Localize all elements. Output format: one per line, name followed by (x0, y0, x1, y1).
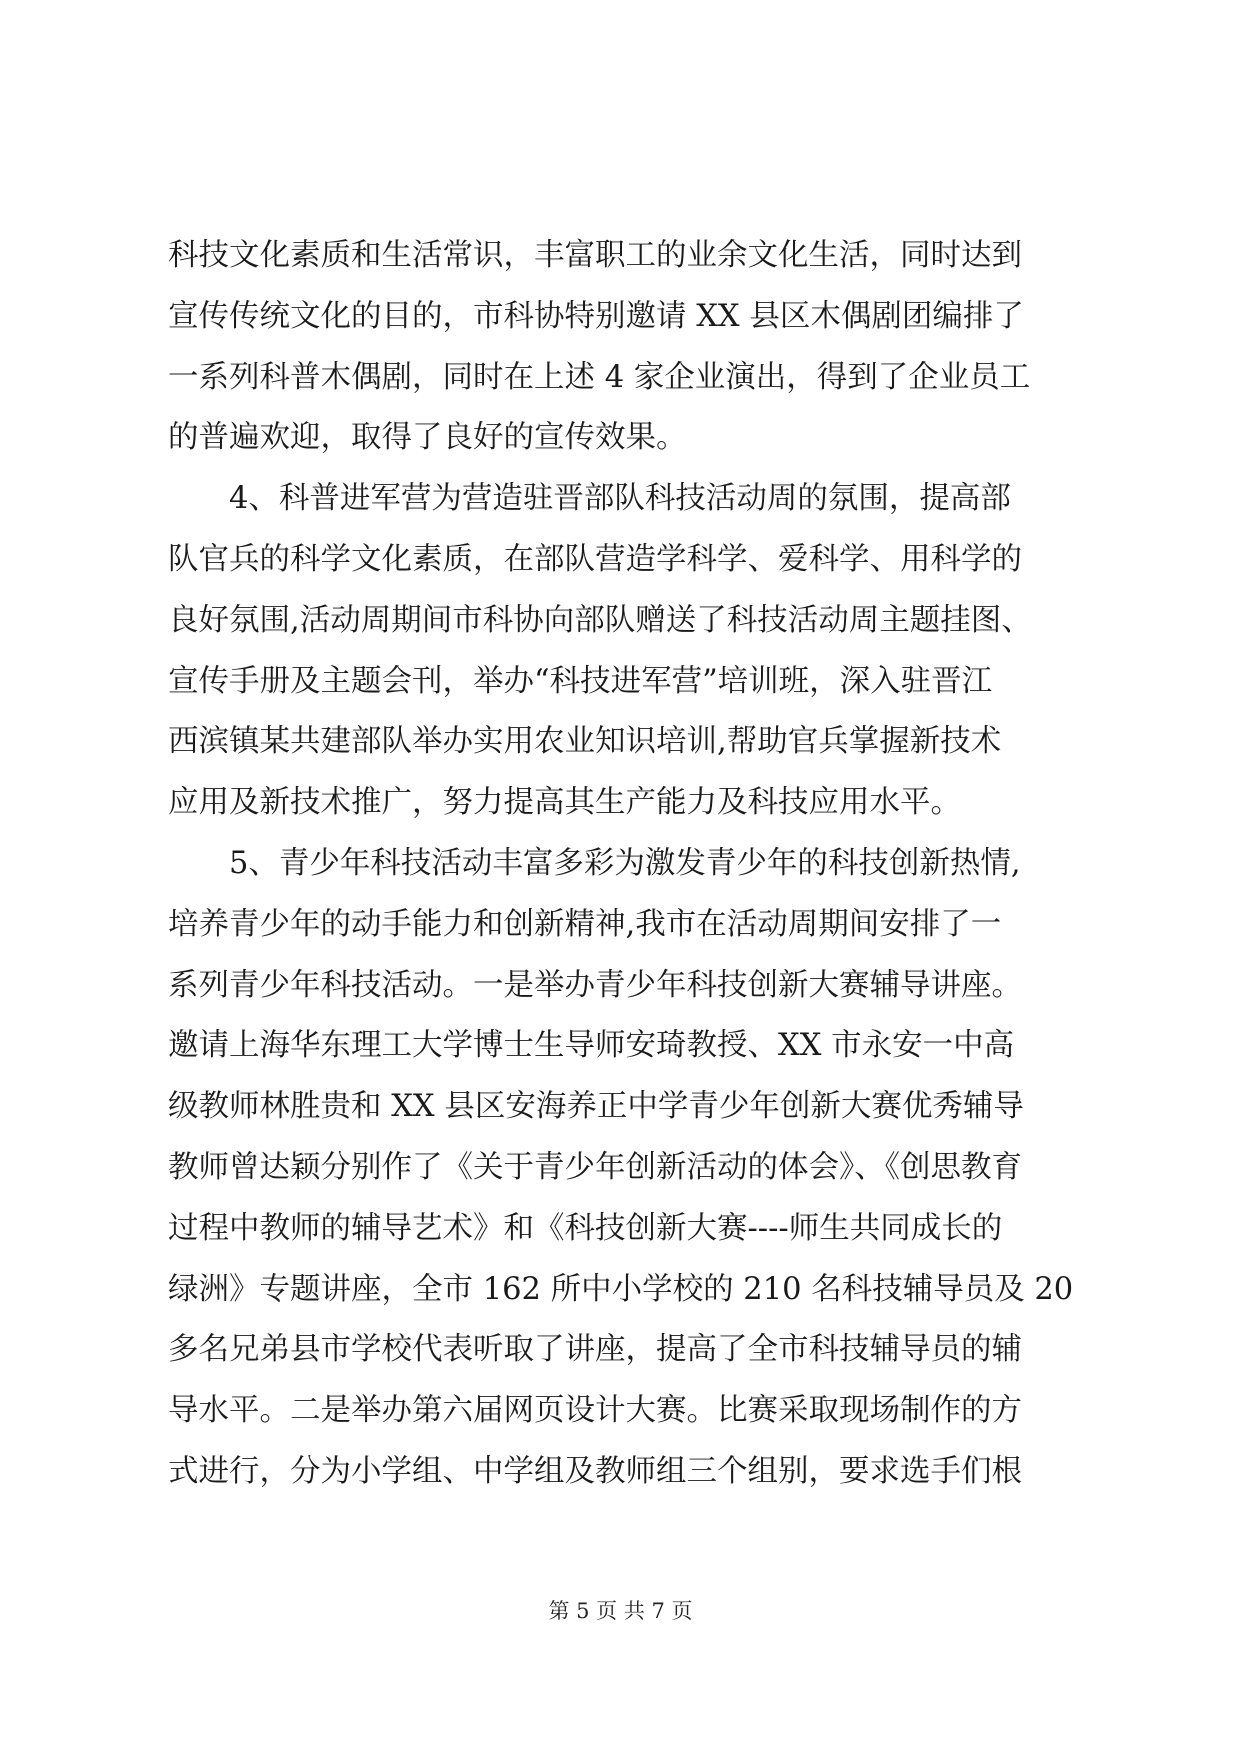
text-line: 应用及新技术推广，努力提高其生产能力及科技应用水平。 (168, 785, 961, 821)
text-line: 西滨镇某共建部队举办实用农业知识培训,帮助官兵掌握新技术 (168, 724, 1002, 760)
text-line: 式进行，分为小学组、中学组及教师组三个组别，要求选手们根 (168, 1453, 1022, 1489)
text-line: 邀请上海华东理工大学博士生导师安琦教授、XX 市永安一中高 (168, 1028, 1015, 1064)
text-line: 的普遍欢迎，取得了良好的宣传效果。 (168, 420, 687, 456)
text-line: 过程中教师的辅导艺术》和《科技创新大赛----师生共同成长的 (168, 1210, 1003, 1246)
text-line: 一系列科普木偶剧，同时在上述 4 家企业演出，得到了企业员工 (168, 359, 1031, 395)
text-line: 级教师林胜贵和 XX 县区安海养正中学青少年创新大赛优秀辅导 (168, 1089, 1024, 1125)
paragraph-4-first-line: 4、科普进军营为营造驻晋部队科技活动周的氛围，提高部 (229, 481, 1011, 517)
text-line: 多名兄弟县市学校代表听取了讲座，提高了全市科技辅导员的辅 (168, 1332, 1022, 1368)
text-line: 宣传手册及主题会刊，举办“科技进军营”培训班，深入驻晋江 (168, 663, 993, 699)
text-line: 良好氛围,活动周期间市科协向部队赠送了科技活动周主题挂图、 (168, 602, 1032, 638)
text-line: 导水平。二是举办第六届网页设计大赛。比赛采取现场制作的方 (168, 1393, 1022, 1429)
text-line: 系列青少年科技活动。一是举办青少年科技创新大赛辅导讲座。 (168, 967, 1022, 1003)
paragraph-5-first-line: 5、青少年科技活动丰富多彩为激发青少年的科技创新热情, (229, 845, 1021, 881)
text-line: 教师曾达颖分别作了《关于青少年创新活动的体会》、《创思教育 (168, 1149, 1022, 1185)
text-line: 培养青少年的动手能力和创新精神,我市在活动周期间安排了一 (168, 906, 1002, 942)
text-line: 科技文化素质和生活常识，丰富职工的业余文化生活，同时达到 (168, 238, 1022, 273)
text-line: 绿洲》专题讲座，全市 162 所中小学校的 210 名科技辅导员及 20 (168, 1271, 1074, 1307)
body-text (168, 226, 1078, 1503)
text-line: 队官兵的科学文化素质，在部队营造学科学、爱科学、用科学的 (168, 541, 1022, 577)
page-number-footer: 第 5 页 共 7 页 (548, 1599, 693, 1623)
text-line: 宣传传统文化的目的，市科协特别邀请 XX 县区木偶剧团编排了 (168, 298, 1024, 334)
